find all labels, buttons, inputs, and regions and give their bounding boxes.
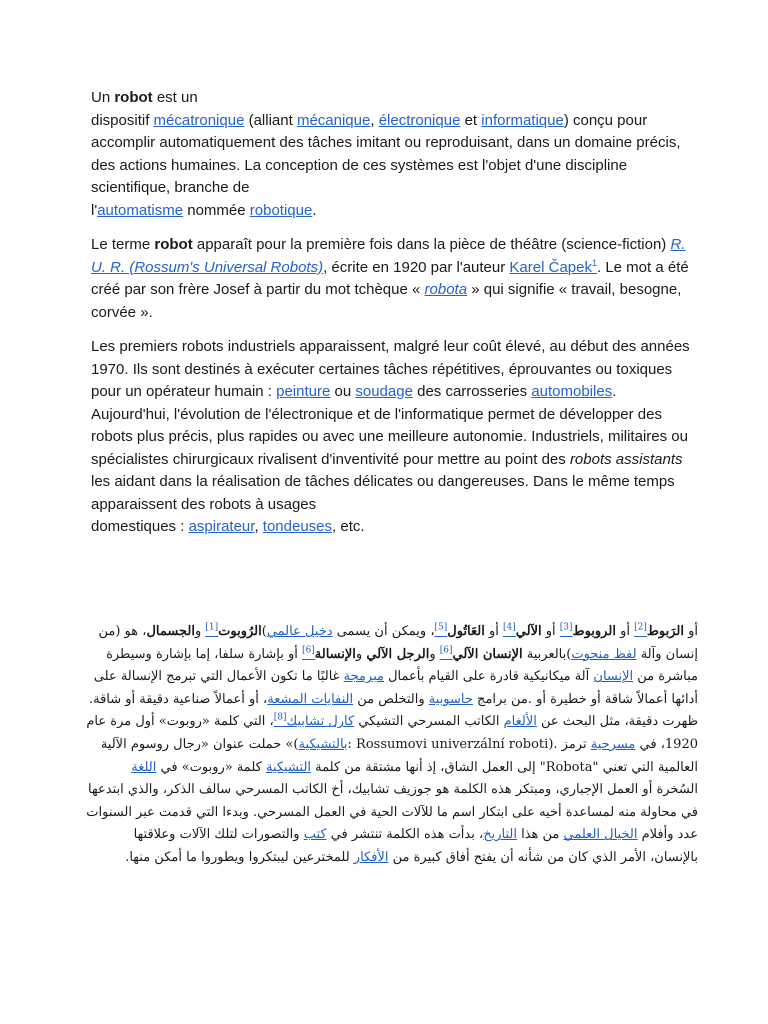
text: من هذا (516, 827, 564, 843)
paragraph-definition (91, 87, 691, 222)
link-mecatronique[interactable]: mécatronique (153, 111, 245, 129)
text: et (460, 111, 482, 129)
text: للمخترعين ليبتكروا ويطوروا ما أمكن منها. (125, 849, 354, 865)
french-text-section (91, 87, 691, 551)
text: و (429, 646, 440, 662)
link-automobiles[interactable]: automobiles (531, 383, 613, 400)
text: . (312, 201, 317, 219)
link-afkar[interactable]: الأفكار (353, 849, 389, 865)
link-mecanique[interactable]: mécanique (296, 111, 371, 129)
text: ، بدأت هذه الكلمة تنتشر في (326, 827, 484, 843)
link-tashikiya[interactable]: التشيكية (265, 759, 312, 775)
link-insan[interactable]: الإنسان (593, 669, 634, 685)
link-masrahiya[interactable]: مسرحية (590, 736, 636, 752)
text: ) conçu pour accomplir automatiquement des tâches imitant ou reproduisant, dans un domaine précis, des actions humaines. La conception de ces systèmes est l'objet d'une discipline scientifique, branche de (91, 111, 681, 196)
text: أو (484, 624, 504, 639)
text: . Aujourd'hui, l'évolution de l'électronique et de l'informatique permet de développer des robots plus précis, plus rapides ou avec une meilleure autonomie. Industriels, militaires ou spécialistes chirurgicaux rivalisent d'inventivité pour mettre au point des (91, 383, 688, 468)
text: ، ويمكن أن يسمى (332, 624, 435, 639)
text: » qui signifie « travail, besogne, corvée ». (91, 281, 682, 321)
text: est un (152, 89, 198, 106)
text: )» حملت عنوان «رجال روسوم الآلية العالمية (100, 736, 698, 775)
link-robotique[interactable]: robotique (249, 201, 313, 219)
link-alghaam[interactable]: الألغام (503, 714, 537, 730)
text: apparaît pour la première fois dans la pièce de théâtre (science-fiction) (192, 236, 671, 253)
ref-number: [4] (503, 622, 516, 633)
footnote-number: 1 (591, 257, 597, 268)
text: و (194, 624, 206, 639)
ref-number: [6] (302, 645, 315, 656)
text: Les premiers robots industriels apparaissent, malgré leur coût élevé, au début des années 1970. Ils sont destinés à exécuter certaines tâches répétitives, éprouvantes ou toxiques pour un opérateur humain : (91, 338, 690, 400)
text: أو (541, 624, 560, 639)
text: , (254, 518, 263, 535)
link-khayal-ilmi[interactable]: الخيال العلمي (563, 827, 638, 843)
ref-6a[interactable] (440, 647, 453, 662)
link-nifayat[interactable]: النفايات المشعة (267, 691, 354, 707)
text: dispositif (91, 111, 154, 129)
text: )بالعربية (522, 646, 572, 662)
paragraph-origin (91, 234, 691, 324)
term-aali: الآلي (515, 624, 542, 639)
text: التي تعني "Robota" إلى العمل الشاق، إذ أنها مشتقة من كلمة (311, 759, 658, 775)
link-robota[interactable] (425, 281, 468, 298)
link-tarikh[interactable]: التاريخ (483, 827, 517, 843)
ref-8[interactable] (274, 714, 287, 729)
link-aspirateur[interactable]: aspirateur (188, 518, 255, 535)
link-tondeuses[interactable]: tondeuses (262, 518, 333, 535)
text: أو (683, 624, 698, 639)
text: أو (615, 624, 635, 639)
term-atul: العَاتُول (447, 624, 485, 639)
text: ، أو أعمالاً صناعية دقيقة أو شاقة. ظهرت دقيقة، مثل البحث عن (88, 691, 698, 730)
arabic-text-section (86, 621, 698, 870)
link-dakhil-alami[interactable]: دخيل عالمي (266, 624, 333, 639)
link-automatisme[interactable]: automatisme (97, 201, 184, 219)
link-soudage[interactable]: soudage (355, 383, 413, 400)
term-rajul-aali: الرجل الآلي (366, 646, 430, 662)
text: , etc. (332, 518, 365, 535)
ref-number: [3] (559, 622, 573, 633)
paragraph-history (91, 336, 691, 539)
text: (alliant (244, 111, 297, 129)
term-rabut: الرَبوط (646, 624, 684, 639)
term-robots-assistants: robots assistants (569, 450, 683, 468)
text: . Le mot a été créé par son frère Josef à partir du mot tchèque « (91, 258, 689, 298)
link-mubarmaja[interactable]: مبرمجة (343, 669, 384, 685)
text: غالبًا ما تكون الأعمال التي تبرمج الإنسالة على أدائها أعمالاً شاقة أو خطيرة أو .من برامج (93, 669, 698, 707)
link-text: robota (424, 281, 468, 298)
link-hasubiya[interactable]: حاسوبية (428, 691, 473, 707)
text: Un (91, 89, 115, 106)
term-robot: robot (154, 236, 193, 253)
link-karel-capek-ar[interactable]: كارل تشابيك (286, 714, 355, 730)
text: والتخلص من (353, 691, 429, 707)
link-informatique[interactable]: informatique (481, 111, 564, 129)
text: les aidant dans la réalisation de tâches délicates ou dangereuses. Dans le même temps apparaissent des robots à usages (91, 473, 675, 513)
ref-number: [6] (439, 645, 453, 656)
text: des carrosseries (412, 383, 532, 400)
link-electronique[interactable]: électronique (378, 111, 461, 129)
term-jismal: الجسمال (146, 624, 195, 639)
text: أو بإشارة سلفا، إما بإشارة وسيطرة مباشرة من (106, 646, 698, 685)
text: nommée (183, 201, 250, 219)
text: ترمز .(Rossumovi univerzální roboti : (347, 736, 591, 752)
term-insala: الإنسالة (314, 646, 356, 662)
text: , écrite en 1920 par l'auteur (323, 258, 510, 276)
text: والتصورات لتلك الآلات وعلاقتها بالإنسان، الأمر الذي كان من شأنه أن يفتح أفاق كبيرة من (133, 827, 698, 865)
text: الكاتب المسرحي التشيكي (354, 714, 504, 730)
ref-3[interactable] (560, 624, 573, 639)
ref-number: [1] (205, 622, 219, 633)
text: ، هو (من إنسان وآلة (98, 624, 698, 662)
link-karel-capek[interactable]: Karel Čapek (509, 258, 592, 276)
link-lugha[interactable]: اللغة (131, 759, 157, 775)
ref-4[interactable] (503, 624, 516, 639)
link-bitashikiya[interactable]: بالتشيكية (298, 736, 348, 752)
term-robut: الروبوط (572, 624, 616, 639)
link-lafz-manhut[interactable]: لفظ منحوت (571, 646, 637, 662)
text: آلة ميكانيكية قادرة على القيام بأعمال (383, 669, 594, 685)
link-kutub[interactable]: كتب (303, 827, 327, 843)
text: السُخرة أو العمل الإجباري، ومبتكر هذه الكلمة هو جوزيف تشابيك، أخ الكاتب المسرحي سالف الذكر، والذي ابتدعها في محاولة منه لمساعدة أخيه على ابتكار اسم ما للآلات الحية في العمل المسرحي. وبدءا التي قدمت عبر السنوات عدد وأفلام (86, 782, 698, 843)
ref-6b[interactable] (302, 647, 315, 662)
link-text: R. U. R. (Rossum's Universal Robots) (91, 236, 686, 276)
term-robot: robot (114, 89, 153, 106)
term-robot: الرُوبوت (218, 624, 262, 639)
text: ، التي كلمة «روبوت» أول مرة عام 1920، في (86, 714, 698, 752)
text: كلمة «روبوت» في (156, 759, 266, 775)
text: domestiques : (91, 518, 189, 535)
ref-number: [8] (273, 713, 287, 724)
text: ) (261, 624, 267, 639)
ref-2[interactable] (634, 624, 647, 639)
text: , (370, 111, 379, 129)
term-insan-aali: الإنسان الآلي (452, 646, 523, 662)
ref-number: [2] (634, 622, 647, 633)
text: ou (330, 383, 356, 400)
ref-1[interactable] (205, 624, 218, 639)
text: l' (91, 201, 98, 219)
arabic-paragraph (86, 621, 698, 870)
text: Le terme (91, 236, 155, 253)
ref-number: [5] (434, 622, 448, 633)
text: و (355, 646, 367, 662)
link-peinture[interactable]: peinture (276, 383, 331, 400)
ref-5[interactable] (435, 624, 448, 639)
